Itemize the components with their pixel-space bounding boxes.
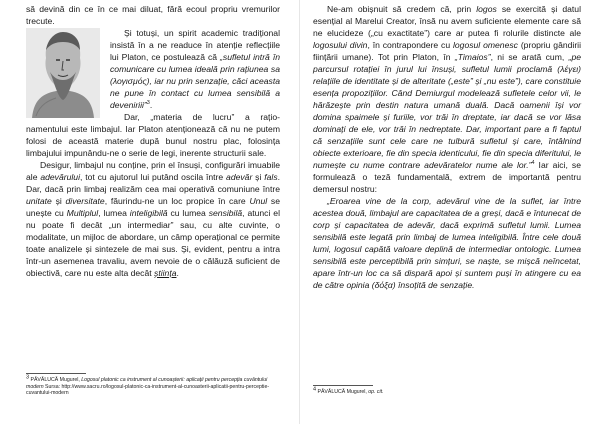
text-segment: Ne-am obișnuit să credem că, prin (327, 4, 477, 14)
text-segment: , făurindu-ne un loc propice în care (104, 196, 250, 206)
left-top-lines: să devină din ce în ce mai diluat, fără ecoul propriu vremurilor trecute. (26, 4, 280, 26)
footnote-title: Logosul platonic ca instrument al cunoașterii: aplicații pentru percepția cuvântului modern (26, 377, 268, 390)
italic-term: Unul (249, 196, 268, 206)
text-segment: , lumea (98, 208, 130, 218)
footnote-rule (313, 385, 373, 386)
left-paragraph-3 (26, 159, 280, 279)
italic-term: inteligibilă (129, 208, 168, 218)
text-segment: , atunci el nu poate fi decât „un intermediar” sau, cu alte cuvinte, o modalitate, un mijloc de abordare, un câmp operațional ce permite toate analizele și sintezele de mai sus. Și, evident, pentru a intra într-un asemenea travaliu, avem nevoie de o călăuză suficient de obiectivă, care nu este alta decât (26, 208, 280, 278)
italic-term: diversitate (65, 196, 105, 206)
italic-term: logosului divin (313, 40, 368, 50)
italic-term: adevăr (226, 172, 253, 182)
text-segment: . (149, 100, 153, 110)
left-footnote (26, 373, 280, 397)
footnote-author: PĂVĂLUCĂ Mugurel, (29, 377, 82, 383)
footnote-number: 3 (26, 374, 30, 381)
footnote-ref[interactable]: 3 (146, 100, 150, 107)
text-segment: se unește cu (26, 196, 280, 218)
right-footnote (313, 385, 581, 396)
right-paragraph-1 (313, 3, 581, 195)
italic-term: unitate (26, 196, 52, 206)
footnote-citation: op. cit. (368, 389, 384, 395)
right-paragraph-2 (313, 195, 581, 291)
text-segment: , ni se arată cum, (490, 52, 569, 62)
italic-term: știința (154, 268, 177, 278)
left-column (26, 3, 280, 279)
text-segment: . Dar, dacă prin limbaj realizăm cea mai operativă comuniune între (26, 172, 281, 194)
text-segment: Iar aici, se formulează o teză fundamentală, extrem de importantă pentru demersul nostru: (313, 160, 581, 194)
italic-term: fals (264, 172, 278, 182)
italic-term: logosul omenesc (452, 40, 518, 50)
left-paragraph-2: Dar, „materia de lucru” a rațio-namentului este limbajul. Iar Platon atenționează că nu ne putem folosi de această materie după bunul nostru plac, folosința limbajului impunându-ne o serie de legi, inerente structurii sale. (26, 112, 280, 158)
italic-term: sensibilă (208, 208, 243, 218)
text-segment: Și totuși, un spirit academic tradițional insistă în a ne readuce în atenție reflecțiile lui Platon, ce postulează că (110, 28, 280, 62)
right-column (313, 3, 581, 291)
text-segment: și (252, 172, 265, 182)
text-segment: și (51, 196, 66, 206)
italic-term: „Timaios” (454, 52, 491, 62)
text-segment: , în contrapondere cu (367, 40, 453, 50)
quote-segment: „pe parcursul rotației în jurul lui însuși, sufletul lumii proclamă (λέγει) relațiile de identitate și de alteritate („este” și „nu este”), care constituie esența propozițiilor. Când Demiurgul modelează sufletele celor vii, le hărăzește prin destin natura umană duală. Dacă oamenii își vor domina spaimele și furiile, vor trăi în dreptate, iar dacă se vor lăsa dominați de ele, vor trăi în nedreptate. Dar, important pare a fi faptul că senzațiile sunt cele care ne tulbură sufletul și care, întâlnind obiecte exterioare, fie din specia identicului, fie din specia diferitului, le numește cu nume contrare adevăratelor nume ale lor.” (313, 52, 581, 170)
italic-term: Multiplul (66, 208, 99, 218)
quote-segment: „sufletul intră în comunicare cu lumea ideală prin rațiunea sa (λογισμός), iar nu prin senzație, căci aceasta ne pune în contact cu lumea sensibilă a deveniriii” (110, 52, 280, 110)
footnote-rule (26, 373, 86, 374)
plato-bust-icon (26, 28, 100, 118)
footnote-number: 4 (313, 386, 317, 393)
footnote-ref[interactable]: 4 (531, 160, 535, 167)
text-segment: . (176, 268, 179, 278)
italic-term: adevărului (40, 172, 80, 182)
text-segment: , tot cu ajutorul lui putând oscila între (79, 172, 227, 182)
text-segment: se exercită și datul esențial al Marelui Creator, însă nu avem suficiente elemente care să ne elucideze („cu exactitate”) care ar putea fi rolurile distincte ale (313, 4, 581, 38)
footnote-author: PĂVĂLUCĂ Mugurel, (316, 389, 369, 395)
italic-term: logos (476, 4, 497, 14)
text-segment: cu lumea (167, 208, 209, 218)
text-segment: Desigur, limbajul nu conține, prin el însuși, configurări imuabile ale (26, 160, 280, 182)
plato-bust-image (26, 28, 100, 118)
quote-segment: „Eroarea vine de la corp, adevărul vine de la suflet, iar între acestea două, limbajul are capacitatea de a greși, dacă e întunecat de corp și capacitatea de adevăr, dacă exprimă sufletul lumii. Lumea sensibilă este legată prin limbaj de lumea inteligibilă. Între cele două lumi, logosul capătă valoare deplină de intermediar ontologic. Lumea sensibilă este perceptibilă prin simțuri, se naște, se mișcă neîncetat, apare într-un loc ca să dispară apoi și suntem puși în atingere cu ea de către opinia (δόξα) însoțită de senzație. (313, 196, 581, 290)
text-segment: (propriu gândirii ființării umane). Tot prin Platon, în (313, 40, 581, 62)
footnote-source[interactable]: Sursa: http://www.sacru.ro/logosul-platonic-ca-instrument-al-cunoasterii-aplicatii-pentru-perceptie-cuvantului-modern (26, 383, 270, 397)
